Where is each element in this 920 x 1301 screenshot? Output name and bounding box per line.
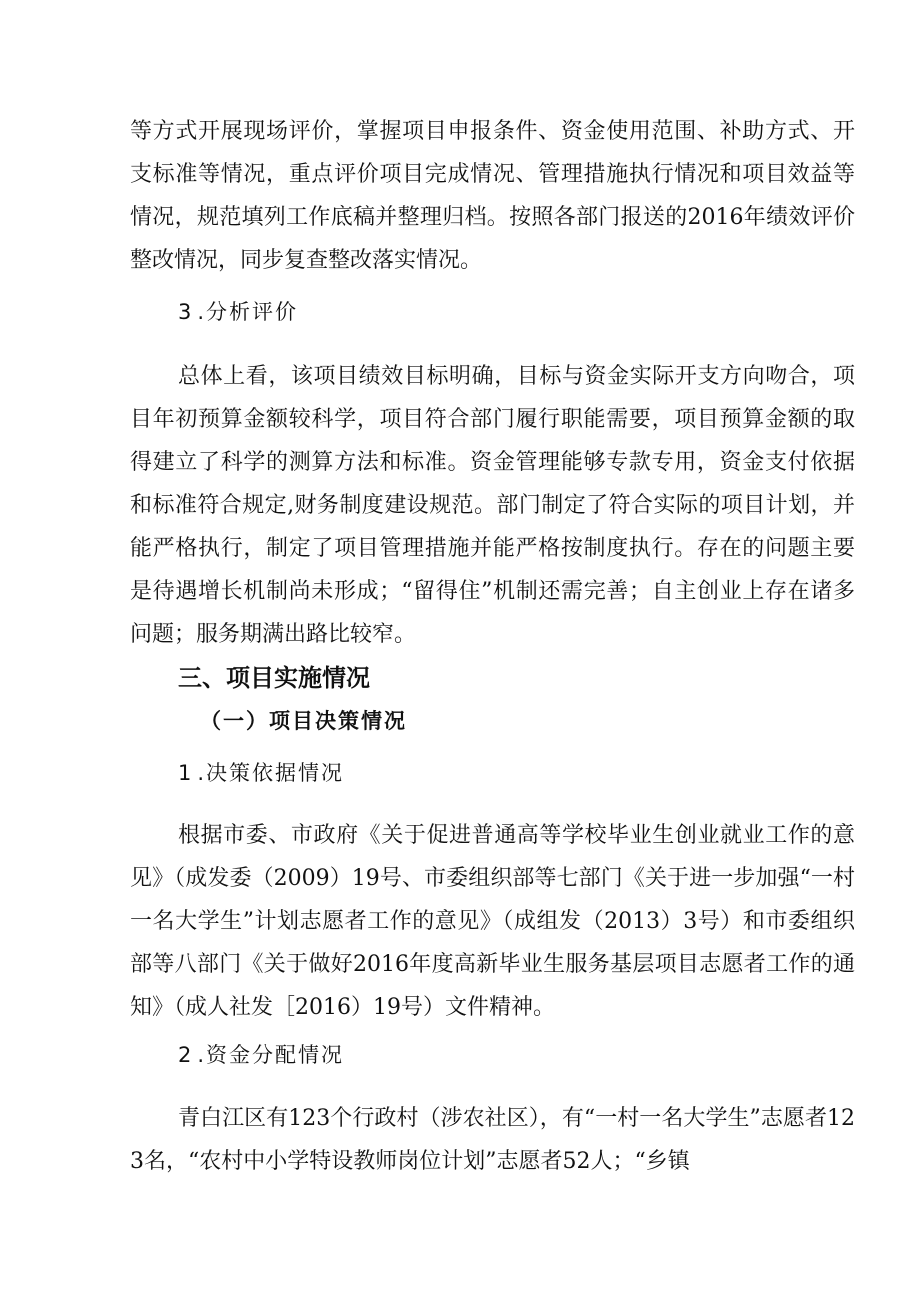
heading-decision-basis [178,758,344,788]
heading-label: .分析评价 [197,300,299,324]
paragraph-evaluation-method: 等方式开展现场评价，掌握项目申报条件、资金使用范围、补助方式、开支标准等情况，重点评价项目完成情况、管理措施执行情况和项目效益等情况，规范填列工作底稿并整理归档。按照各部门报送的2016年绩效评价整改情况，同步复查整改落实情况。 [130,119,855,273]
paragraph-fund-allocation: 青白江区有123个行政村（涉农社区），有“一村一名大学生”志愿者123名，“农村中小学特设教师岗位计划”志愿者52人；“乡镇 [130,1106,855,1174]
heading-number: 3 [178,300,192,324]
heading-number: 2 [178,1043,192,1067]
paragraph-decision-basis: 根据市委、市政府《关于促进普通高等学校毕业生创业就业工作的意见》（成发委（2009）19号、市委组织部等七部门《关于进一步加强“一村一名大学生”计划志愿者工作的意见》（成组发（2013）3号）和市委组织部等八部门《关于做好2016年度高新毕业生服务基层项目志愿者工作的通知》（成人社发［2016）19号）文件精神。 [130,823,855,1020]
section-title-project-implementation: 三、项目实施情况 [178,664,370,692]
heading-number: 1 [178,761,192,785]
heading-label: .决策依据情况 [197,761,345,785]
heading-label: .资金分配情况 [197,1043,345,1067]
paragraph-overall-assessment: 总体上看，该项目绩效目标明确，目标与资金实际开支方向吻合，项目年初预算金额较科学，项目符合部门履行职能需要，项目预算金额的取得建立了科学的测算方法和标准。资金管理能够专款专用，资金支付依据和标准符合规定,财务制度建设规范。部门制定了符合实际的项目计划，并能严格执行，制定了项目管理措施并能严格按制度执行。存在的问题主要是待遇增长机制尚未形成；“留得住”机制还需完善；自主创业上存在诸多问题；服务期满出路比较窄。 [130,364,855,647]
heading-fund-allocation [178,1040,344,1070]
heading-analysis-evaluation [178,297,298,327]
subsection-title-project-decision: （一）项目决策情况 [200,709,407,733]
